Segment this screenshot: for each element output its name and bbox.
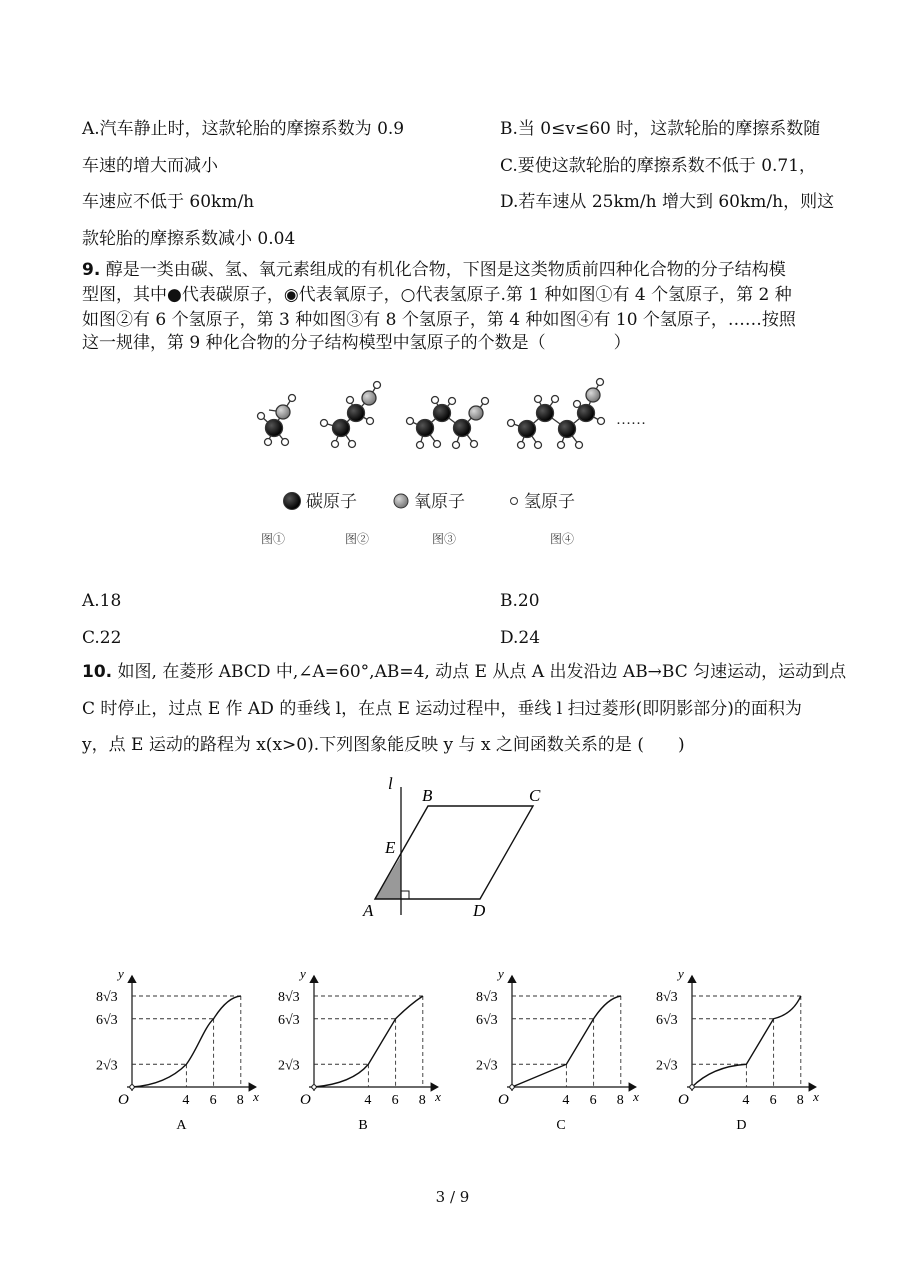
q9-option-d: D.24 [500, 628, 541, 648]
graph-a [96, 966, 259, 1133]
y-axis-label: y [300, 966, 306, 981]
q8-option-a: A.汽车静止时，这款轮胎的摩擦系数为 0.9 [82, 119, 405, 139]
q8-option-c-line1: C.要使这款轮胎的摩擦系数不低于 0.71， [500, 156, 817, 176]
molecule-ellipsis: …… [616, 412, 646, 428]
x-tick-label: 4 [364, 1093, 372, 1108]
x-tick-label: 8 [616, 1093, 624, 1108]
origin-point [510, 1085, 514, 1089]
y-tick-label: 6√3 [656, 1012, 678, 1028]
rhombus-figure [355, 765, 555, 930]
x-tick-label: 4 [182, 1093, 190, 1108]
page-number: 3 / 9 [435, 1188, 470, 1206]
graph-b [278, 966, 441, 1133]
q9-number: 9. [82, 260, 101, 280]
origin-label: O [498, 1092, 509, 1108]
origin-label: O [300, 1092, 311, 1108]
fig-label-3: 图③ [432, 532, 457, 546]
molecule-figure [240, 365, 670, 560]
y-tick-label: 8√3 [656, 990, 678, 1005]
legend-hydrogen-icon [511, 498, 518, 505]
q9-stem-text1: 醇是一类由碳、氢、氧元素组成的有机化合物，下图是这类物质前四种化合物的分子结构模 [100, 260, 786, 280]
q8-option-b-line1: B.当 0≤v≤60 时，这款轮胎的摩擦系数随 [500, 119, 821, 139]
y-tick-label: 2√3 [96, 1058, 118, 1074]
legend-carbon-label: 碳原子 [306, 492, 357, 511]
y-tick-label: 6√3 [278, 1012, 300, 1028]
q9-stem-line3: 如图②有 6 个氢原子，第 3 种如图③有 8 个氢原子，第 4 种如图④有 10 个氢原子，……按照 [82, 310, 796, 330]
origin-point [690, 1085, 694, 1089]
y-tick-label: 8√3 [476, 990, 498, 1005]
origin-point [130, 1085, 134, 1089]
label-a: A [363, 901, 374, 920]
answer-graphs [80, 960, 830, 1140]
graph-c [476, 966, 639, 1133]
y-tick-label: 8√3 [278, 990, 300, 1005]
x-tick-label: 8 [418, 1093, 426, 1108]
molecule-3 [407, 397, 489, 449]
fig-label-4: 图④ [550, 532, 575, 546]
fig-label-2: 图② [345, 532, 370, 546]
x-tick-label: 8 [236, 1093, 244, 1108]
label-e: E [385, 838, 396, 857]
legend-oxygen-icon [394, 494, 408, 508]
graph-d [656, 966, 819, 1133]
graph-name: D [736, 1118, 747, 1133]
legend-carbon-icon [284, 493, 301, 510]
x-tick-label: 4 [562, 1093, 570, 1108]
x-tick-label: 6 [589, 1093, 597, 1108]
legend-hydrogen-label: 氢原子 [524, 492, 575, 511]
right-angle-mark [401, 891, 409, 899]
x-tick-label: 6 [209, 1093, 217, 1108]
q9-option-c: C.22 [82, 628, 122, 648]
graph-name: B [358, 1118, 368, 1133]
q10-stem-line1 [82, 661, 846, 683]
q9-stem-line4: 这一规律，第 9 种化合物的分子结构模型中氢原子的个数是（ ） [82, 333, 631, 353]
x-tick-label: 8 [796, 1093, 804, 1108]
graph-name: C [556, 1118, 566, 1133]
y-tick-label: 2√3 [656, 1058, 678, 1074]
y-tick-label: 8√3 [96, 990, 118, 1005]
q9-option-b: B.20 [500, 591, 540, 611]
q10-stem-line3: y，点 E 运动的路程为 x(x>0).下列图象能反映 y 与 x 之间函数关系的是 ( ) [82, 735, 685, 755]
y-tick-label: 2√3 [278, 1058, 300, 1074]
q10-number: 10. [82, 662, 113, 682]
y-tick-label: 6√3 [96, 1012, 118, 1028]
legend-oxygen-label: 氧原子 [414, 492, 465, 511]
fig-label-1: 图① [261, 532, 286, 546]
graph-name: A [176, 1118, 187, 1133]
q10-stem-line2: C 时停止，过点 E 作 AD 的垂线 l，在点 E 运动过程中，垂线 l 扫过菱形(即阴影部分)的面积为 [82, 699, 802, 719]
label-b: B [422, 786, 433, 805]
q8-option-d-line2: 款轮胎的摩擦系数减小 0.04 [82, 229, 296, 249]
x-axis-label: x [253, 1089, 259, 1104]
q9-option-a: A.18 [82, 591, 122, 611]
molecule-2 [321, 382, 381, 448]
molecule-1 [258, 395, 296, 446]
x-axis-label: x [633, 1089, 639, 1104]
x-tick-label: 6 [769, 1093, 777, 1108]
x-tick-label: 4 [742, 1093, 750, 1108]
q8-option-d-line1: D.若车速从 25km/h 增大到 60km/h，则这 [500, 192, 835, 212]
q9-stem-line1 [82, 259, 786, 281]
label-d: D [473, 901, 486, 920]
x-tick-label: 6 [391, 1093, 399, 1108]
q8-option-c-line2: 车速应不低于 60km/h [82, 192, 255, 212]
q9-stem-line2: 型图，其中●代表碳原子，◉代表氧原子，○代表氢原子.第 1 种如图①有 4 个氢原子，第 2 种 [82, 285, 792, 305]
x-axis-label: x [813, 1089, 819, 1104]
origin-label: O [118, 1092, 129, 1108]
y-axis-label: y [678, 966, 684, 981]
q8-option-b-line2: 车速的增大而减小 [82, 156, 218, 176]
x-axis-label: x [435, 1089, 441, 1104]
y-tick-label: 6√3 [476, 1012, 498, 1028]
label-l: l [388, 774, 393, 793]
origin-point [312, 1085, 316, 1089]
molecule-4 [508, 379, 605, 449]
y-axis-label: y [118, 966, 124, 981]
origin-label: O [678, 1092, 689, 1108]
label-c: C [529, 786, 541, 805]
q10-stem-text1: 如图, 在菱形 ABCD 中,∠A=60°,AB=4, 动点 E 从点 A 出发沿边 AB→BC 匀速运动，运动到点 [112, 662, 847, 682]
y-tick-label: 2√3 [476, 1058, 498, 1074]
y-axis-label: y [498, 966, 504, 981]
